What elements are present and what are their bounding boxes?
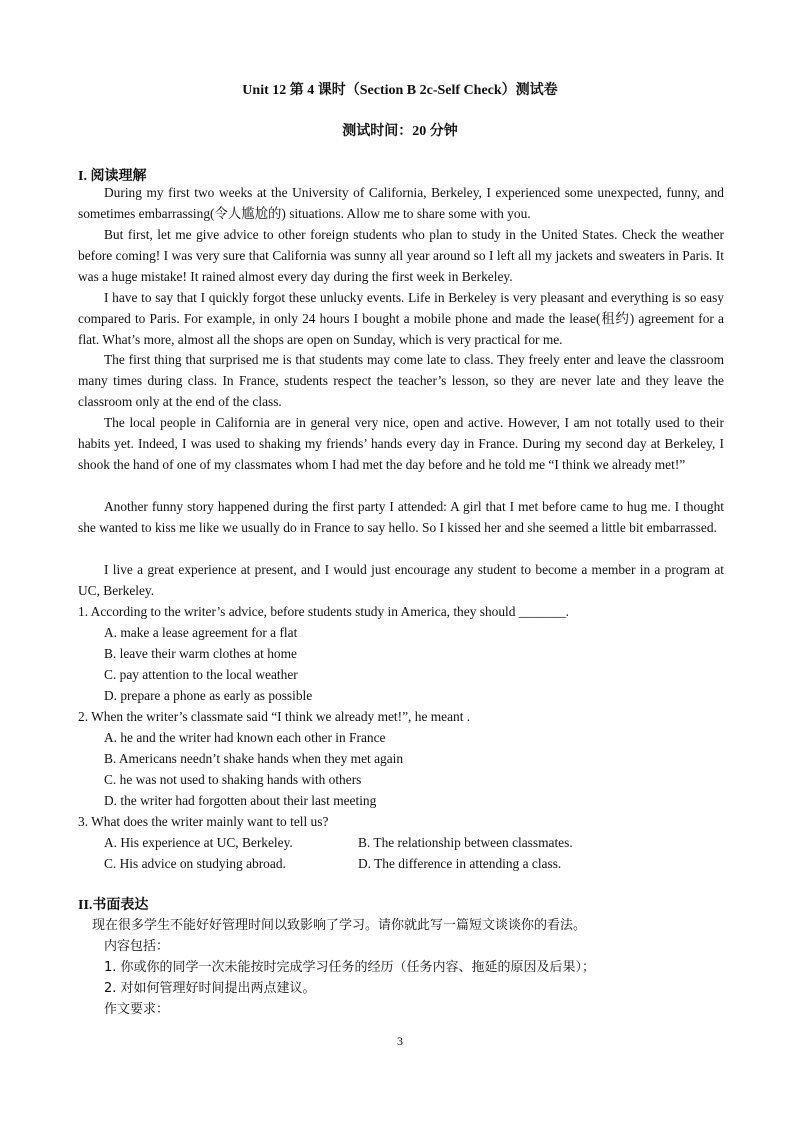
question-stem: 2. When the writer’s classmate said “I think we already met!”, he meant . (78, 709, 471, 724)
answer-option: C. he was not used to shaking hands with others (104, 772, 362, 787)
worksheet-title: Unit 12 第 4 课时（Section B 2c-Self Check）测试卷 (242, 83, 558, 98)
reading-paragraph: Another funny story happened during the first party I attended: A girl that I met before came to hug me. I thought she wanted to kiss me like we usually do in France to say hello. So I kissed her and she seemed a little bit embarrassed. (78, 499, 724, 535)
answer-option: D. The difference in attending a class. (358, 856, 562, 871)
reading-paragraph: I live a great experience at present, and I would just encourage any student to become a member in a program at UC, Berkeley. (78, 562, 724, 598)
page-number: 3 (397, 1034, 403, 1048)
content-item: 2. 对如何管理好时间提出两点建议。 (104, 981, 316, 996)
answer-option: B. The relationship between classmates. (358, 835, 573, 850)
section-heading-reading: I. 阅读理解 (78, 169, 147, 184)
answer-option: A. His experience at UC, Berkeley. (104, 835, 293, 850)
reading-paragraph: But first, let me give advice to other foreign students who plan to study in the United States. Check the weather before coming! I was very sure that California was sunny all year around so I left all my jackets and sweaters in Paris. It was a huge mistake! It rained almost every day during the first week in Berkeley. (78, 227, 724, 284)
reading-paragraph: The local people in California are in general very nice, open and active. However, I am not totally used to their habits yet. Indeed, I was used to shaking my friends’ hands every day in France. During my second day at Berkeley, I shook the hand of one of my classmates whom I had met the day before and he told me “I think we already met!” (78, 415, 724, 472)
answer-option: B. leave their warm clothes at home (104, 646, 297, 661)
test-time: 测试时间：20 分钟 (342, 124, 458, 139)
section-heading-writing: II.书面表达 (78, 898, 149, 913)
writing-prompt: 现在很多学生不能好好管理时间以致影响了学习。请你就此写一篇短文谈谈你的看法。 (92, 918, 587, 933)
answer-option: A. make a lease agreement for a flat (104, 625, 298, 640)
answer-option: D. prepare a phone as early as possible (104, 688, 313, 703)
answer-option: C. pay attention to the local weather (104, 667, 298, 682)
answer-option: A. he and the writer had known each other in France (104, 730, 386, 745)
answer-option: C. His advice on studying abroad. (104, 856, 286, 871)
reading-paragraph: The first thing that surprised me is that students may come late to class. They freely enter and leave the classroom many times during class. In France, students respect the teacher’s lesson, so they are never late and they leave the classroom only at the end of the class. (78, 352, 724, 409)
reading-paragraph: I have to say that I quickly forgot these unlucky events. Life in Berkeley is very pleasant and everything is so easy compared to Paris. For example, in only 24 hours I bought a mobile phone and made the lease(租约) agreement for a flat. What’s more, almost all the shops are open on Sunday, which is very practical for me. (78, 290, 724, 347)
reading-paragraph: During my first two weeks at the University of California, Berkeley, I experienced some unexpected, funny, and sometimes embarrassing(令人尴尬的) situations. Allow me to share some with you. (78, 185, 724, 221)
answer-option: B. Americans needn’t shake hands when they met again (104, 751, 404, 766)
requirements-label: 作文要求： (104, 1002, 170, 1017)
content-item: 1. 你或你的同学一次未能按时完成学习任务的经历（任务内容、拖延的原因及后果）； (104, 960, 596, 975)
answer-option: D. the writer had forgotten about their last meeting (104, 793, 377, 808)
question-stem: 3. What does the writer mainly want to tell us? (78, 814, 329, 829)
question-stem: 1. According to the writer’s advice, before students study in America, they should _______. (78, 604, 570, 619)
content-label: 内容包括： (104, 939, 170, 954)
